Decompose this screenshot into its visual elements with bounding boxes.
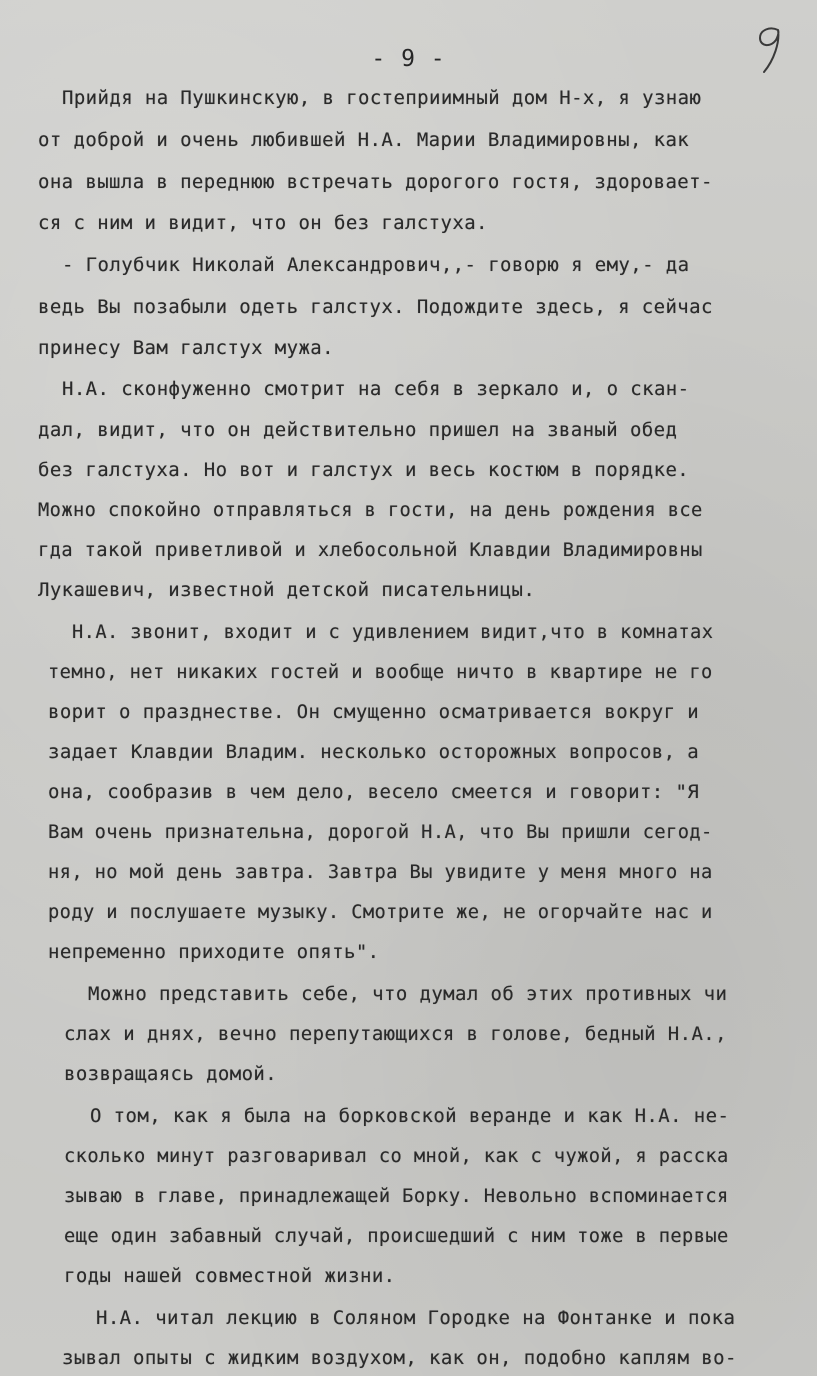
- text-line: Лукашевич, известной детской писательницы.: [38, 579, 536, 601]
- text-line: Н.А. звонит, входит и с удивлением видит,что в комнатах: [72, 621, 714, 643]
- text-line: дал, видит, что он действительно пришел на званый обед: [38, 419, 678, 441]
- text-line: задает Клавдии Владим. несколько осторожных вопросов, а: [48, 741, 700, 763]
- text-line: возвращаясь домой.: [64, 1063, 278, 1085]
- text-line: зываю в главе, принадлежащей Борку. Невольно вспоминается: [64, 1185, 729, 1207]
- text-line: Можно спокойно отправляться в гости, на день рождения все: [38, 499, 703, 521]
- text-line: ворит о празднестве. Он смущенно осматривается вокруг и: [48, 701, 700, 723]
- text-line: Н.А. читал лекцию в Соляном Городке на Фонтанке и пока: [96, 1307, 736, 1329]
- text-line: О том, как я была на борковской веранде и как Н.А. не-: [90, 1105, 730, 1127]
- text-line: от доброй и очень любившей Н.А. Марии Владимировны, как: [38, 129, 690, 151]
- text-line: гда такой приветливой и хлебосольной Клавдии Владимировны: [38, 539, 703, 561]
- text-line: ведь Вы позабыли одеть галстух. Подождите здесь, я сейчас: [38, 296, 713, 318]
- text-line: Вам очень признательна, дорогой Н.А, что Вы пришли сегод-: [48, 821, 713, 843]
- text-line: ня, но мой день завтра. Завтра Вы увидите у меня много на: [48, 861, 713, 883]
- text-line: зывал опыты с жидким воздухом, как он, подобно каплям во-: [62, 1347, 737, 1369]
- text-line: непременно приходите опять".: [48, 941, 380, 963]
- text-line: роду и послушаете музыку. Смотрите же, не огорчайте нас и: [48, 901, 713, 923]
- text-line: ся с ним и видит, что он без галстуха.: [38, 212, 488, 234]
- text-line: слах и днях, вечно перепутающихся в голове, бедный Н.А.,: [64, 1023, 727, 1045]
- page-number: - 9 -: [371, 46, 446, 72]
- text-line: годы нашей совместной жизни.: [64, 1265, 396, 1287]
- text-line: - Голубчик Николай Александрович,,- говорю я ему,- да: [62, 254, 690, 276]
- text-line: она вышла в переднюю встречать дорогого гостя, здоровает-: [38, 171, 713, 193]
- text-line: темно, нет никаких гостей и вообще ничто в квартире не го: [48, 661, 713, 683]
- text-line: она, сообразив в чем дело, весело смеется и говорит: "Я: [48, 781, 700, 803]
- text-line: принесу Вам галстух мужа.: [38, 337, 334, 359]
- text-line: сколько минут разговаривал со мной, как с чужой, я расска: [64, 1145, 729, 1167]
- text-line: без галстуха. Но вот и галстух и весь костюм в порядке.: [38, 459, 690, 481]
- text-line: еще один забавный случай, происшедший с ним тоже в первые: [64, 1225, 729, 1247]
- text-line: Можно представить себе, что думал об этих противных чи: [88, 983, 728, 1005]
- text-line: Н.А. сконфуженно смотрит на себя в зеркало и, о скан-: [62, 378, 690, 400]
- text-line: Прийдя на Пушкинскую, в гостеприимный дом Н-х, я узнаю: [62, 87, 702, 109]
